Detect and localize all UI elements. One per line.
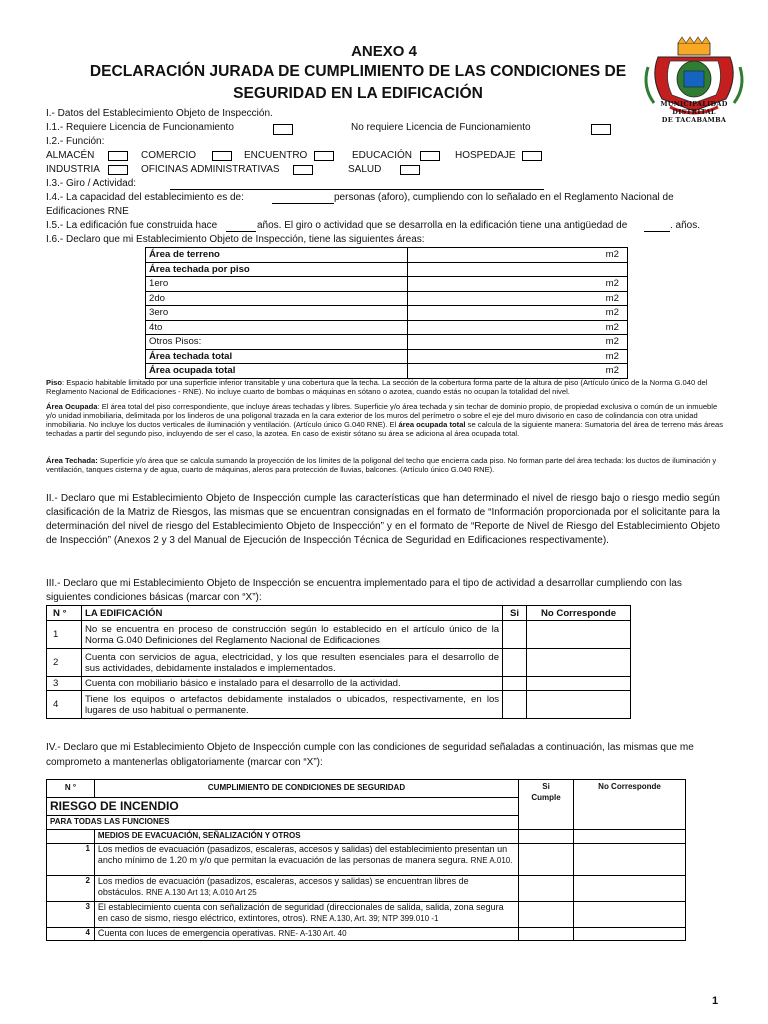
cond-row-desc: Cuenta con luces de emergencia operativas. <box>97 928 277 938</box>
cond-row-desc: Los medios de evacuación (pasadizos, escaleras, accesos y salidas) se encuentran libres de obstáculos. <box>97 876 469 897</box>
function-almacen-checkbox[interactable] <box>108 151 128 161</box>
note-techada-text: Superficie y/o área que se calcula sumando la proyección de los límites de la poligonal del techo que encierra cada piso. No forman parte del área techada: los ductos de iluminación y ventilación, tanques cisterna y de agua, cuarto de máquinas, aleros para protección de lluvias, balcones. (Artículo único G.040 RNE). <box>46 456 717 474</box>
edif-header-title: LA EDIFICACIÓN <box>81 606 502 621</box>
area-unit: m2 <box>605 278 619 290</box>
note-area-ocupada <box>46 402 724 438</box>
capacity-input-line[interactable] <box>272 203 334 204</box>
edif-no-corresponde-checkbox[interactable] <box>527 621 631 649</box>
cond-row <box>47 902 686 928</box>
cond-row-text <box>94 876 518 902</box>
area-unit: m2 <box>605 321 619 333</box>
edif-header-no-corresponde: No Corresponde <box>527 606 631 621</box>
logo-caption-line1: MUNICIPALIDAD <box>660 100 728 108</box>
built-text-a: I.5.- La edificación fue construida hace <box>46 220 218 231</box>
conditions-table <box>46 779 686 941</box>
areas-row <box>146 306 628 321</box>
license-not-required-label: No requiere Licencia de Funcionamiento <box>351 122 531 133</box>
capacity-text-c: Edificaciones RNE <box>46 206 129 217</box>
area-unit: m2 <box>605 307 619 319</box>
logo-caption-line3: DE TACABAMBA <box>661 116 727 124</box>
area-label: 1ero <box>146 277 408 292</box>
section3-text: III.- Declaro que mi Establecimiento Objeto de Inspección se encuentra implementado para el tipo de actividad a desarrollar cumpliendo con las siguientes condiciones básicas (marcar con “X”): <box>46 578 682 603</box>
function-industria-label: INDUSTRIA <box>46 164 100 175</box>
annex-label: ANEXO 4 <box>351 43 417 60</box>
area-value-field[interactable] <box>408 320 628 335</box>
edif-row <box>47 649 631 677</box>
function-oficinas-checkbox[interactable] <box>293 165 313 175</box>
cond-row-ref: RNE A.130, Art. 39; NTP 399.010 -1 <box>310 913 439 923</box>
note-piso <box>46 378 724 396</box>
license-not-required-checkbox[interactable] <box>591 124 611 135</box>
cond-header-no-corresponde-text: No Corresponde <box>598 782 661 791</box>
area-value-field[interactable] <box>408 335 628 350</box>
cond-row-text <box>94 902 518 928</box>
cond-subheader-number-cell <box>47 830 95 844</box>
cond-row-number: 1 <box>47 844 95 876</box>
area-value-field[interactable] <box>408 306 628 321</box>
cond-header-no-corresponde <box>574 780 686 830</box>
cond-no-corresponde-checkbox[interactable] <box>574 876 686 902</box>
areas-row <box>146 277 628 292</box>
capacity-text-b: personas (aforo), cumpliendo con lo señalado en el Reglamento Nacional de <box>334 192 674 203</box>
area-unit: m2 <box>605 249 619 261</box>
function-encuentro-checkbox[interactable] <box>314 151 334 161</box>
function-title: I.2.- Función: <box>46 136 105 147</box>
edif-si-checkbox[interactable] <box>503 621 527 649</box>
cond-no-corresponde-checkbox[interactable] <box>574 844 686 876</box>
edif-no-corresponde-checkbox[interactable] <box>527 649 631 677</box>
note-ocupada-bold: área ocupada total <box>398 420 466 429</box>
edif-row-text: Tiene los equipos o artefactos debidamente instalados o ubicados, respectivamente, en los lugares de uso habitual o permanente. <box>81 691 502 719</box>
areas-row <box>146 349 628 364</box>
cond-row-ref: RNE A.010. <box>470 855 513 865</box>
function-comercio-label: COMERCIO <box>141 150 196 161</box>
function-salud-label: SALUD <box>348 164 382 175</box>
logo-caption <box>640 100 748 124</box>
edif-row-number: 4 <box>47 691 82 719</box>
all-functions-title: PARA TODAS LAS FUNCIONES <box>47 816 519 830</box>
cond-subheader-si-cell <box>519 830 574 844</box>
area-value-field[interactable] <box>408 291 628 306</box>
edif-row-number: 2 <box>47 649 82 677</box>
note-area-techada <box>46 456 724 474</box>
edif-row-text: Cuenta con mobiliario básico e instalado para el desarrollo de la actividad. <box>81 677 502 691</box>
cond-header-si-cumple <box>519 780 574 830</box>
area-label: Área ocupada total <box>146 364 408 379</box>
function-encuentro-label: ENCUENTRO <box>244 150 308 161</box>
function-educacion-label: EDUCACIÓN <box>352 150 413 161</box>
edif-header-si: Si <box>503 606 527 621</box>
risk-title: RIESGO DE INCENDIO <box>47 798 519 816</box>
function-hospedaje-checkbox[interactable] <box>522 151 542 161</box>
area-value-field[interactable] <box>408 248 628 263</box>
cond-row-ref: RNE A.130 Art 13; A.010 Art 25 <box>145 887 257 897</box>
edification-table <box>46 605 631 719</box>
area-label: Área techada total <box>146 349 408 364</box>
edif-row <box>47 621 631 649</box>
function-industria-checkbox[interactable] <box>108 165 128 175</box>
cond-row-number: 3 <box>47 902 95 928</box>
edif-no-corresponde-checkbox[interactable] <box>527 677 631 691</box>
capacity-text-a: I.4.- La capacidad del establecimiento es de: <box>46 192 244 203</box>
edif-si-checkbox[interactable] <box>503 677 527 691</box>
function-educacion-checkbox[interactable] <box>420 151 440 161</box>
cond-si-cumple-checkbox[interactable] <box>519 928 574 941</box>
edif-header-number: N ° <box>47 606 82 621</box>
cond-no-corresponde-checkbox[interactable] <box>574 902 686 928</box>
edif-row <box>47 677 631 691</box>
built-text-b: años. El giro o actividad que se desarrolla en la edificación tiene una antigüedad de <box>257 220 628 231</box>
area-value-field[interactable] <box>408 262 628 277</box>
function-salud-checkbox[interactable] <box>400 165 420 175</box>
areas-row <box>146 291 628 306</box>
cond-header-title: CUMPLIMIENTO DE CONDICIONES DE SEGURIDAD <box>94 780 518 798</box>
license-required-checkbox[interactable] <box>273 124 293 135</box>
title-line1: DECLARACIÓN JURADA DE CUMPLIMIENTO DE LAS CONDICIONES DE <box>89 63 627 80</box>
edif-no-corresponde-checkbox[interactable] <box>527 691 631 719</box>
title-line2: SEGURIDAD EN LA EDIFICACIÓN <box>233 85 483 102</box>
section4-text: IV.- Declaro que mi Establecimiento Objeto de Inspección cumple con las condiciones de seguridad señaladas a continuación, las mismas que me comprometo a mantenerlas obligatoriamente (marcar con “X”): <box>46 742 694 768</box>
area-value-field[interactable] <box>408 364 628 379</box>
note-techada-label: Área Techada: <box>46 456 98 465</box>
area-unit: m2 <box>605 336 619 348</box>
built-text-c: . años. <box>670 220 701 231</box>
areas-row <box>146 320 628 335</box>
cond-row <box>47 844 686 876</box>
edif-row-text: No se encuentra en proceso de construcción según lo establecido en el artículo único de la Norma G.040 Definiciones del Reglamento Nacional de Edificaciones <box>81 621 502 649</box>
area-label: 3ero <box>146 306 408 321</box>
page-number: 1 <box>712 995 719 1007</box>
cond-row-text <box>94 844 518 876</box>
cond-row-ref: RNE- A-130 Art. 40 <box>278 929 347 938</box>
area-unit: m2 <box>605 292 619 304</box>
area-label: 2do <box>146 291 408 306</box>
area-unit: m2 <box>605 350 619 362</box>
function-oficinas-label: OFICINAS ADMINISTRATIVAS <box>141 164 280 175</box>
area-label: Área techada por piso <box>146 262 408 277</box>
area-label: 4to <box>146 320 408 335</box>
cond-row <box>47 876 686 902</box>
cond-si-cumple-checkbox[interactable] <box>519 902 574 928</box>
license-required-label: I.1.- Requiere Licencia de Funcionamiento <box>46 122 234 133</box>
note-piso-label: Piso <box>46 378 63 387</box>
area-unit: m2 <box>605 365 619 377</box>
note-ocupada-text: : El área total del piso correspondiente, que incluye áreas techadas y libres. Superficie y/o área techada y sin techar de dominio propio, de propiedad exclusiva o común de un inmueble y/o unidad inmobiliaria, delimitada por los linderos de una poligonal trazada en la cara exterior de los muros del perímetro o sobre el eje del muro divisorio en caso de colindancia con otra unidad inmobiliaria. No incluye los ductos verticales de iluminación y ventilación. (Artículo único G.040 RNE). El <box>46 402 718 429</box>
cond-row-desc: El establecimiento cuenta con señalización de seguridad (direccionales de salida, salida, zona segura en caso de sismo, riesgo eléctrico, extintores, otros). <box>97 902 504 923</box>
activity-label: I.3.- Giro / Actividad: <box>46 178 137 189</box>
areas-intro: I.6.- Declaro que mi Establecimiento Objeto de Inspección, tiene las siguientes áreas: <box>46 234 425 245</box>
cond-row-number: 2 <box>47 876 95 902</box>
edif-si-checkbox[interactable] <box>503 649 527 677</box>
cond-row-number: 4 <box>47 928 95 941</box>
area-value-field[interactable] <box>408 277 628 292</box>
section1-title: I.- Datos del Establecimiento Objeto de Inspección. <box>46 108 273 119</box>
areas-row <box>146 335 628 350</box>
area-label: Área de terreno <box>146 248 408 263</box>
cond-row-desc: Los medios de evacuación (pasadizos, escaleras, accesos y salidas) del establecimiento presentan un ancho mínimo de 1.20 m y/o que permitan la evacuación de las personas de manera segura. <box>97 844 508 865</box>
cond-subheader: MEDIOS DE EVACUACIÓN, SEÑALIZACIÓN Y OTROS <box>94 830 518 844</box>
section2-text: II.- Declaro que mi Establecimiento Objeto de Inspección cumple las características que han determinado el nivel de riesgo bajo o riesgo medio según clasificación de la Matriz de Riesgos, las mismas que se encuentran consignadas en el formato de “Información proporcionada por el solicitante para la determinación del nivel de riesgo del Establecimiento Objeto de Inspección” y en el formato de “Reporte de Nivel de Riesgo del Establecimiento Objeto de Inspección” (Anexos 2 y 3 del Manual de Ejecución de Inspección Técnica de Seguridad en Edificaciones respectivamente). <box>46 493 720 546</box>
areas-row <box>146 364 628 379</box>
edif-row-text: Cuenta con servicios de agua, electricidad, y los que resulten esenciales para el desarrollo de sus actividades, debidamente instalados e implementados. <box>81 649 502 677</box>
cond-subheader-no-cell <box>574 830 686 844</box>
area-value-field[interactable] <box>408 349 628 364</box>
cond-no-corresponde-checkbox[interactable] <box>574 928 686 941</box>
cond-header-si-cumple-text: Si Cumple <box>531 782 561 802</box>
edif-row-number: 3 <box>47 677 82 691</box>
edif-row <box>47 691 631 719</box>
logo-caption-line2: DISTRITAL <box>672 108 716 116</box>
edif-si-checkbox[interactable] <box>503 691 527 719</box>
areas-table <box>145 247 628 379</box>
edif-row-number: 1 <box>47 621 82 649</box>
function-hospedaje-label: HOSPEDAJE <box>455 150 516 161</box>
function-almacen-label: ALMACÉN <box>46 150 95 161</box>
cond-row-text <box>94 928 518 941</box>
note-ocupada-label: Área Ocupada <box>46 402 98 411</box>
areas-row <box>146 262 628 277</box>
built-years-input-line[interactable] <box>226 231 256 232</box>
note-piso-text: : Espacio habitable limitado por una superficie inferior transitable y una cobertura que la techa. La sección de la cobertura forma parte de la altura de piso (Artículo único de la Norma G.040 del Reglamento Nacional de Edificaciones - RNE). No incluye cuarto de bombas o máquinas en sótano o azotea, cuando estás no ocupan la totalidad del nivel. <box>46 378 708 396</box>
activity-input-line[interactable] <box>170 189 544 190</box>
cond-si-cumple-checkbox[interactable] <box>519 844 574 876</box>
areas-row <box>146 248 628 263</box>
area-label: Otros Pisos: <box>146 335 408 350</box>
cond-row <box>47 928 686 941</box>
cond-header-number: N ° <box>47 780 95 798</box>
function-comercio-checkbox[interactable] <box>212 151 232 161</box>
note-ocupada-text2: se calcula de la siguiente manera: Sumatoria del área de terreno más áreas techadas a partir del segundo piso, incluyendo de ser el caso, la azotea. En caso de existir sótano su área se adiciona al área ocupada total. <box>46 420 724 438</box>
antiquity-input-line[interactable] <box>644 231 670 232</box>
cond-si-cumple-checkbox[interactable] <box>519 876 574 902</box>
